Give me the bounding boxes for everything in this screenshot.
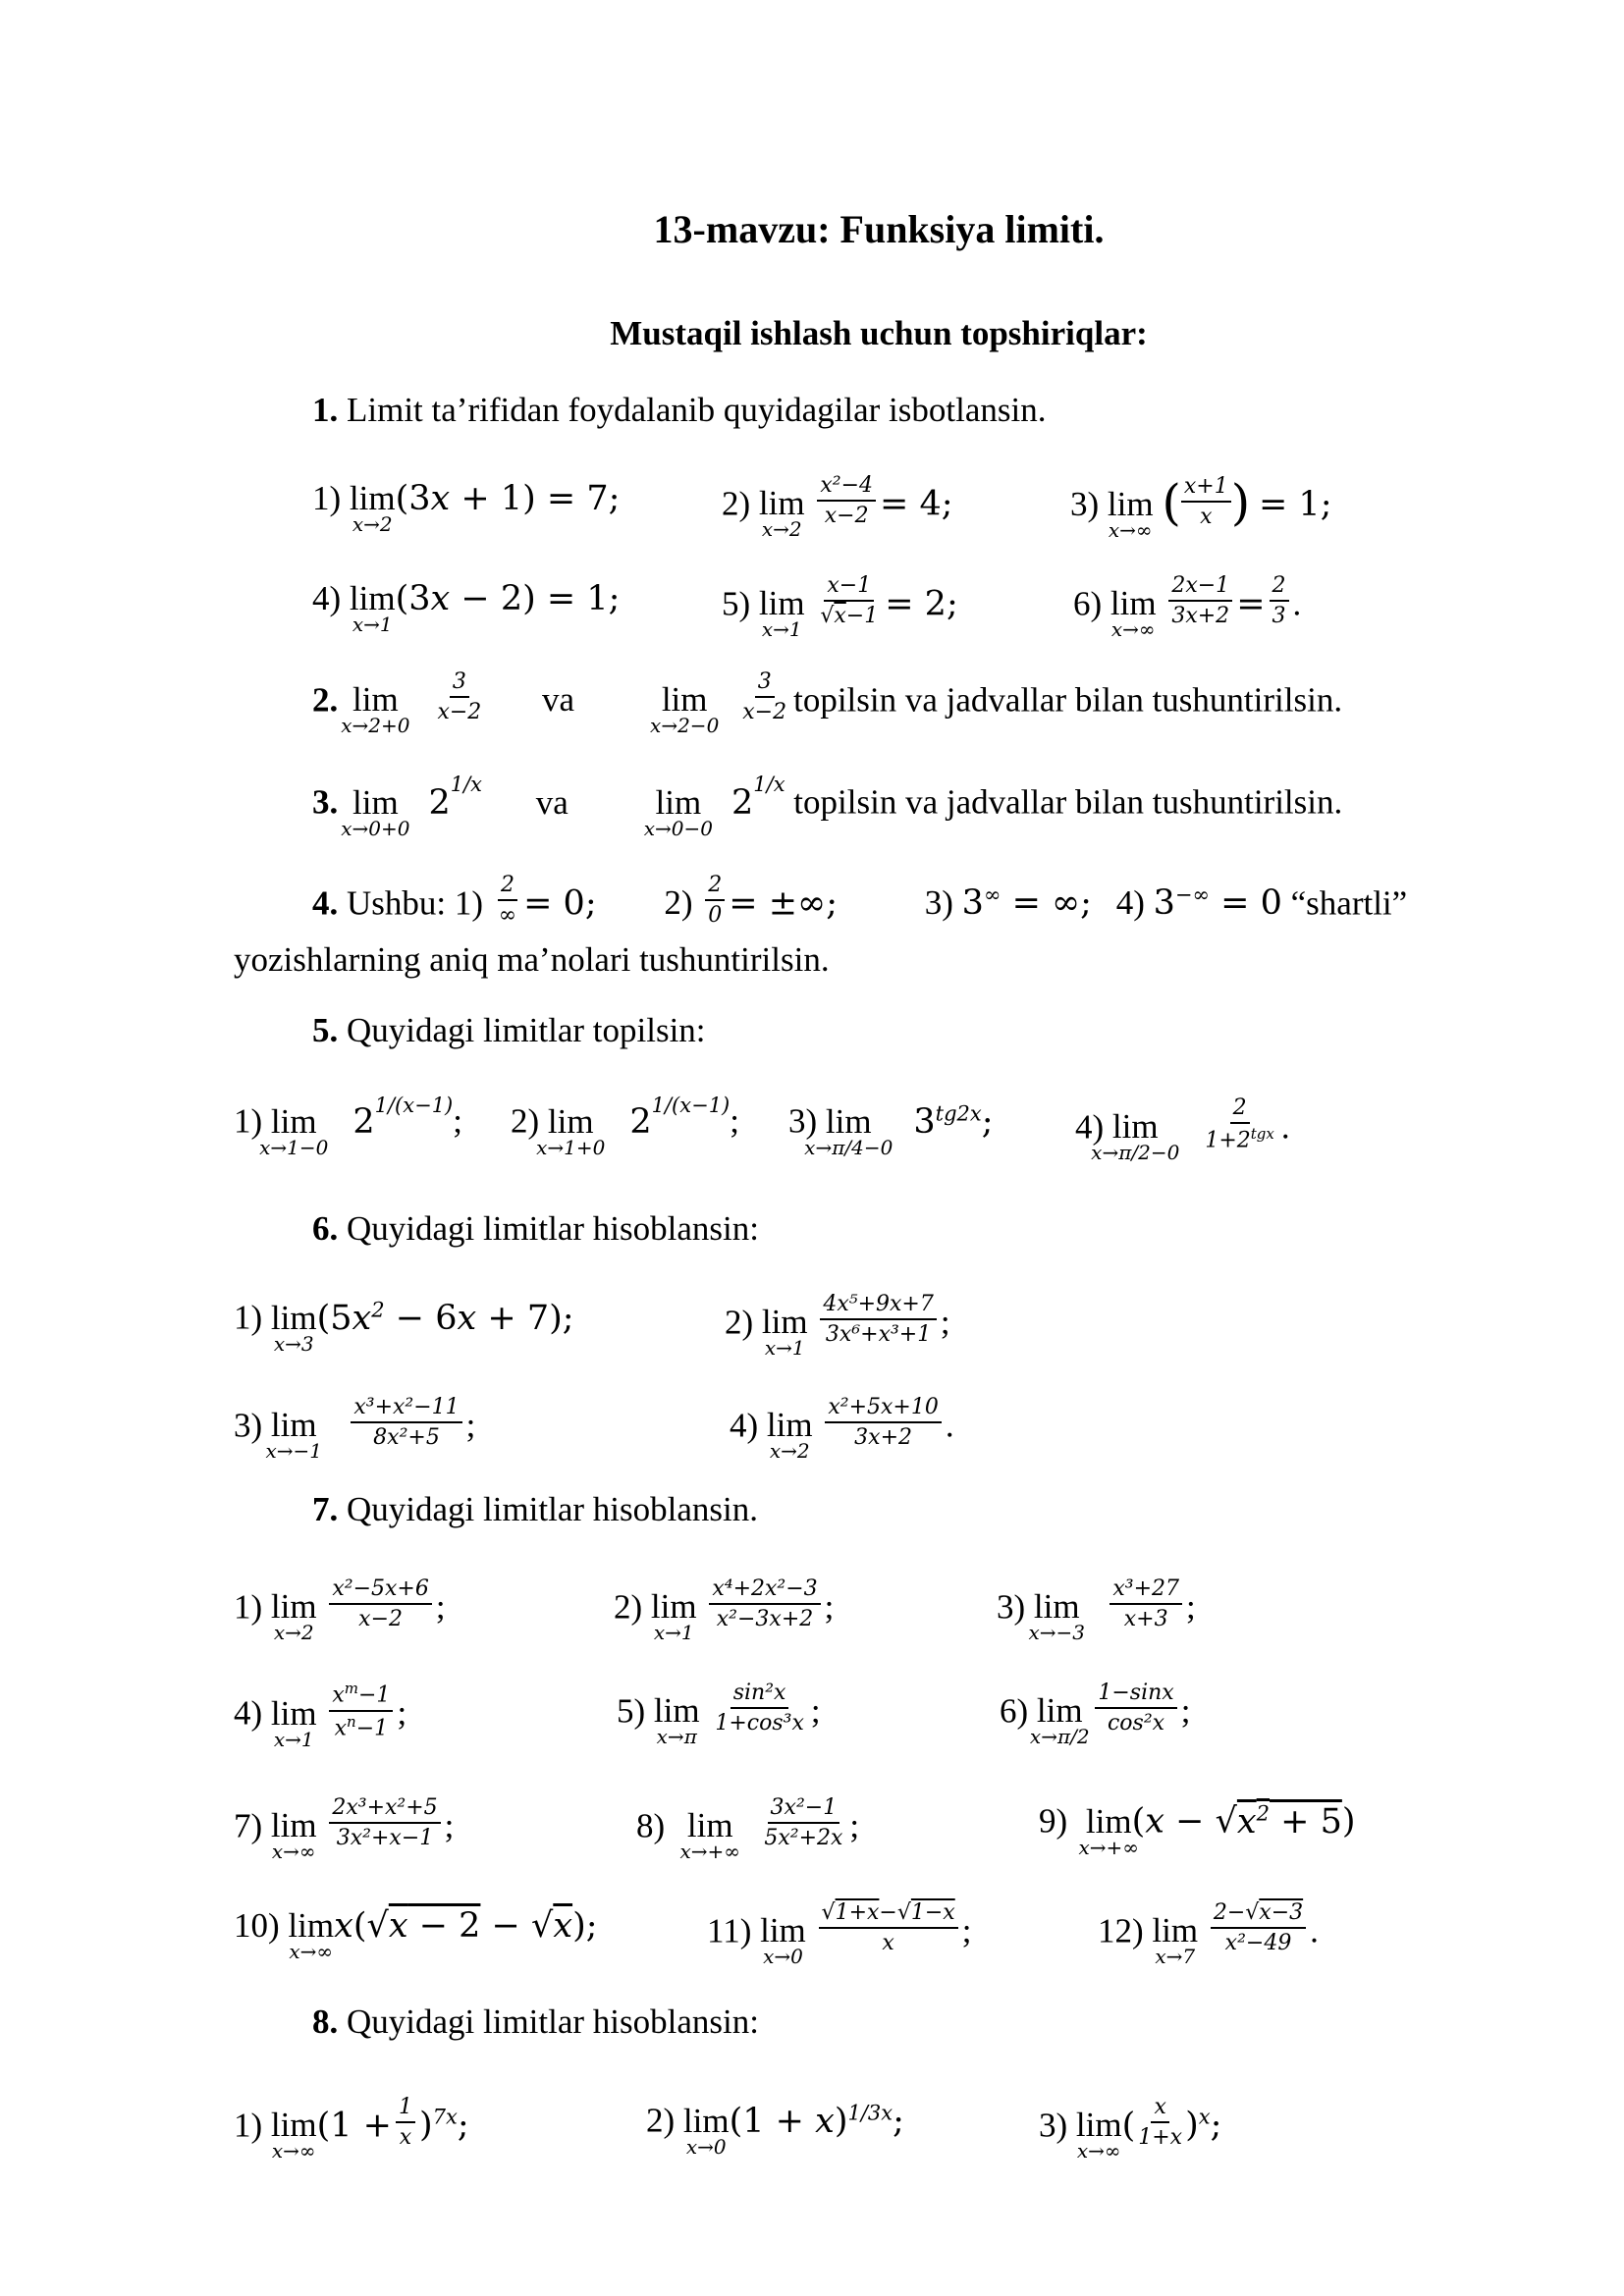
task-7-item-10: 10) lim x→∞ x(√x − 2 − √x); [234,1906,598,1963]
task-1-item-6: 6) lim x→∞ $\frac{2x-1}{3x+2}$ = $\frac{2}{3}$ . [1073,573,1302,642]
task-1-item-3: 3) lim x→∞ ( $\frac{x+1}{x}$ ) = 1; [1070,473,1332,543]
task-7-item-5: 5) lim x→π $\frac{\text{sin²x}}{\text{1+cos³x}}$ ; [617,1681,821,1749]
task-1-item-5: 5) lim x→1 $\frac{x-1}{√x-1}$ = 2; [722,573,958,642]
task-5-item-2: 2) lim x→1+0 $2^{1/(x-1)}$; [511,1094,739,1159]
task-7-item-1: 1) lim x→2 $\frac{\text{x²−5x+6}}{x-2}$ ; [234,1576,446,1645]
task-7-item-11: 11) lim x→0 $\frac{√1+x-√1-x}{x}$ ; [707,1900,972,1969]
task-3-statement: 3. lim x→0+0 $2^{1/x}$ va lim x→0−0 $2^{1/x}$ topilsin va jadvallar bilan tushuntirilsin. [312,773,1343,840]
task-6-item-2: 2) lim x→1 $\frac{\text{4x⁵+9x+7}}{\text{3x⁶+x³+1}}$ ; [725,1292,950,1361]
task-7-item-6: 6) lim x→π/2 $\frac{1-\sin x}{\text{cos²x}}$ ; [1000,1681,1191,1749]
task-8-item-1: 1) lim x→∞ (1 + $\frac{1}{x}$ )$^{7x}$; [234,2095,469,2163]
task-7-item-9: 9) lim x→+∞ $(x - √x^2 + 5)$ [1039,1801,1356,1859]
task-5-item-1: 1) lim x→1−0 $2^{1/(x-1)}$; [234,1094,462,1159]
task-5-item-3: 3) lim x→π/4−0 $3^{tg2x}$; [788,1101,994,1159]
task-7-item-7: 7) lim x→∞ $\frac{\text{2x³+x²+5}}{\text{3x²+x−1}}$ ; [234,1795,455,1864]
task-4-statement: 4. Ushbu: 1) $\frac{2}{\infty}$ = 0; 2) $\frac{2}{0}$ = ±∞; 3) 3∞ = ∞; 4) 3−∞ = 0 “shartli” [312,873,1408,929]
task-7-statement: 7. Quyidagi limitlar hisoblansin. [312,1490,758,1528]
task-1-item-4: 4) lim x→1 (3x − 2) = 1; [312,579,621,636]
task-2-statement: 2. lim x→2+0 $\frac{3}{x-2}$ va lim x→2−0 $\frac{3}{x-2}$ topilsin va jadvallar bilan tushuntirilsin. [312,669,1343,738]
task-7-item-2: 2) lim x→1 $\frac{\text{x⁴+2x²−3}}{\text{x²−3x+2}}$ ; [614,1576,835,1645]
task-7-item-4: 4) lim x→1 $\frac{x^m-1}{x^n-1}$ ; [234,1680,407,1751]
task-5-statement: 5. Quyidagi limitlar topilsin: [312,1011,706,1049]
task-5-item-4: 4) lim x→π/2−0 $\frac{2}{1+2^{tgx}}$ . [1075,1095,1290,1165]
task-1-statement: 1. Limit ta’rifidan foydalanib quyidagilar isbotlansin. [312,391,1047,429]
task-8-item-3: 3) lim x→∞ ( $\frac{x}{1+x}$ )$^x$; [1039,2095,1222,2163]
task-1-item-2: 2) lim x→2 $\frac{\text{x²−4}}{x-2}$ = 4; [722,473,953,542]
task-4-continuation: yozishlarning aniq ma’nolari tushuntirilsin. [234,940,830,979]
section-subtitle: Mustaqil ishlash uchun topshiriqlar: [610,314,1148,352]
task-8-statement: 8. Quyidagi limitlar hisoblansin: [312,2002,759,2041]
task-1-item-1: 1) lim x→2 (3x + 1) = 7; [312,479,621,536]
task-7-item-12: 12) lim x→7 $\frac{2-√x-3}{\text{x²−49}}$ . [1098,1900,1319,1969]
task-7-item-8: 8) lim x→+∞ $\frac{\text{3x²−1}}{\text{5x²+2x}}$ ; [636,1795,860,1864]
task-6-item-3: 3) lim x→−1 $\frac{\text{x³+x²−11}}{\text{8x²+5}}$ ; [234,1395,476,1464]
task-6-statement: 6. Quyidagi limitlar hisoblansin: [312,1209,759,1248]
task-8-item-2: 2) lim x→0 $(1 + x)^{1/3x}$; [646,2101,904,2159]
task-6-item-1: 1) lim x→3 $(5x^2 - 6x + 7)$; [234,1298,574,1356]
task-7-item-3: 3) lim x→−3 $\frac{\text{x³+27}}{x+3}$ ; [997,1576,1196,1645]
page-title: 13-mavzu: Funksiya limiti. [653,207,1105,251]
task-6-item-4: 4) lim x→2 $\frac{\text{x²+5x+10}}{3x+2}$ . [730,1395,954,1464]
